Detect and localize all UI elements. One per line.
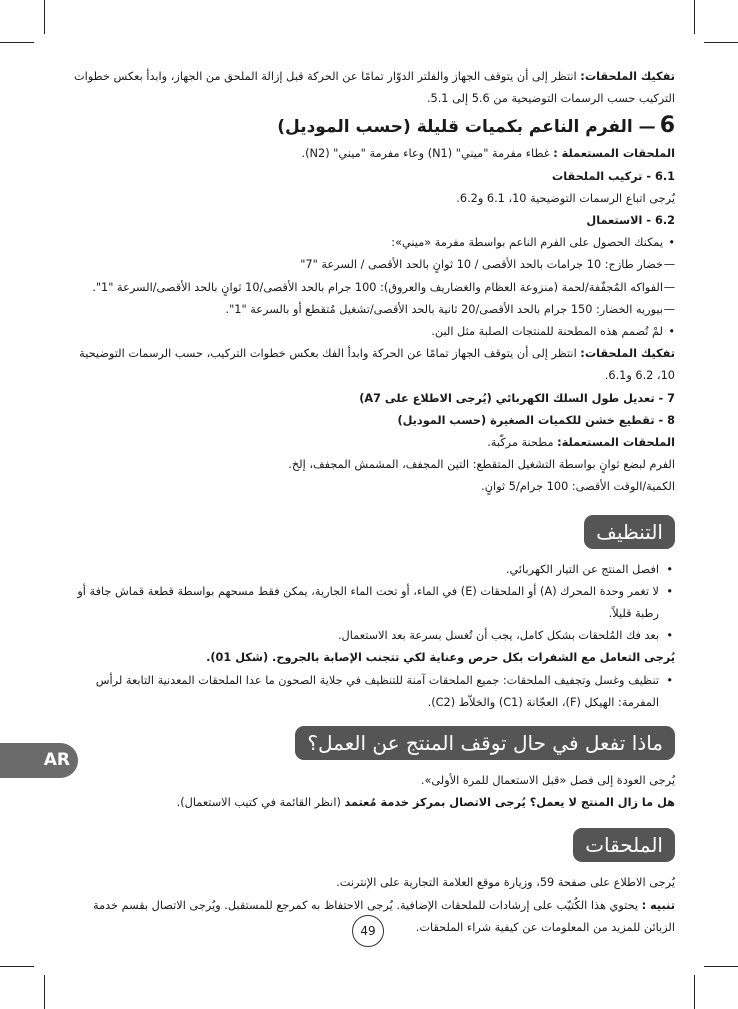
cleaning-list-2 [70,670,675,714]
section-6-bullet: • لمْ تُصمم هذه المطحنة للمنتجات الصلبة مثل البن. [70,321,675,343]
accessories-note: تنبيه : يحتوي هذا الكُتيّب على إرشادات للملحقات الإضافية. يُرجى الاحتفاظ به كمرجع للمستقبل. ويُرجى الاتصال بقسم خدمة الزبائن للمزيد من المعلومات عن كيفية شراء الملحقات. [93,898,675,934]
section-8-accessories: الملحقات المستعملة: مطحنة مركّبة. [487,436,675,450]
cleaning-warning: يُرجى التعامل مع الشفرات بكل حرص وعناية لكي تتجنب الإصابة بالجروح. (شكل 01). [206,651,675,665]
crop-mark [44,0,45,34]
list-item: • افصل المنتج عن التيار الكهربائي. [70,559,675,581]
accessories-banner-wrap [70,828,675,862]
section-6-bullet: • يمكنك الحصول على الفرم الناعم بواسطة مفرمة «ميني»: [70,232,675,254]
section-6-accessories: الملحقات المستعملة : غطاء مفرمة "ميني" (N1) وعاء مفرمة "ميني" (N2). [301,147,675,161]
section-6-disassembly-cont: 10، 6.2 و6.1. [604,369,675,383]
list-item: • بعد فك المُلحقات بشكل كامل، يجب أن تُغسل بسرعة بعد الاستعمال. [70,625,675,647]
crop-mark [44,975,45,1009]
list-item: • لا تغمر وحدة المحرك (A) أو الملحقات (E) في الماء، أو تحت الماء الجارية، يمكن فقط مسحهم بواسطة قطعة قماش جافة أو رطبة قليلاً. [70,581,675,625]
section-6-title: 6— الفرم الناعم بكميات قليلة (حسب الموديل) [277,113,675,139]
section-6-1-title: 6.1 - تركيب الملحقات [551,169,675,183]
accessories-line: يُرجى الاطلاع على صفحة 59، وزيارة موقع العلامة التجارية على الإنترنت. [336,876,675,890]
troubleshoot-line: هل ما زال المنتج لا يعمل؟ يُرجى الاتصال بمركز خدمة مُعتمد (انظر القائمة في كتيب الاستعمال). [176,796,675,810]
section-6-dash-item: — خضار طازج: 10 جرامات بالحد الأقصى / 10 ثوانٍ بالحد الأقصى / السرعة "7" [70,254,675,276]
section-6-1-text: يُرجى اتباع الرسمات التوضيحية 10، 6.1 و6.2. [456,191,675,205]
section-6-disassembly: تفكيك الملحقات: انتظر إلى أن يتوقف الجهاز تمامًا عن الحركة وابدأ الفك بعكس خطوات التركيب، حسب الرسمات التوضيحية [79,347,675,361]
crop-mark [694,975,695,1009]
section-8-line: الكمية/الوقت الأقصى: 100 جرام/5 ثوانٍ. [481,480,675,494]
page-number: 49 [352,915,384,947]
section-8-title: 8 - تقطيع خشن للكميات الصغيرة (حسب الموديل) [397,413,675,427]
section-6-2-title: 6.2 - الاستعمال [586,214,675,228]
troubleshoot-banner-wrap [70,726,675,760]
section-6-dash-item: — بيوريه الخضار: 150 جرام بالحد الأقصى/20 ثانية بالحد الأقصى/تشغيل مُتقطع أو بالسرعة "1". [70,299,675,321]
cleaning-banner-wrap [70,515,675,549]
accessories-heading: الملحقات [573,828,675,862]
page-content [70,66,675,939]
troubleshoot-heading: ماذا تفعل في حال توقف المنتج عن العمل؟ [295,726,675,760]
section-6-dash-item: — الفواكه المُجفّفة/لحمة (منزوعة العظام والغضاريف والعروق): 100 جرام بالحد الأقصى/10 ثوانٍ بالحد الأقصى/السرعة "1". [70,277,675,299]
section-7-title: 7 - تعديل طول السلك الكهربائي (يُرجى الاطلاع على A7) [359,391,675,405]
troubleshoot-line: يُرجى العودة إلى فصل «قبل الاستعمال للمرة الأولى». [420,774,675,788]
cleaning-list [70,559,675,648]
crop-mark [694,0,695,34]
section-8-line: الفرم لبضع ثوانٍ بواسطة التشغيل المتقطع: التين المجفف، المشمش المجفف، إلخ. [288,458,675,472]
language-tab: AR [0,743,78,778]
intro-paragraph: تفكيك الملحقات: انتظر إلى أن يتوقف الجهاز والفلتر الدوّار تمامًا عن الحركة قبل إزالة الملحق من الجهاز، وابدأ بعكس خطوات [74,70,675,83]
intro-paragraph-cont: التركيب حسب الرسمات التوضيحية من 5.6 إلى 5.1. [426,92,675,106]
crop-mark [0,42,34,43]
crop-mark [704,42,738,43]
list-item: • تنظيف وغسل وتجفيف الملحقات: جميع الملحقات آمنة للتنظيف في جلاية الصحون ما عدا الملحقات المعدنية التابعة لرأس المفرمة: الهيكل (F)، العجّانة (C1) والخلاّط (C2). [70,670,675,714]
cleaning-heading: التنظيف [584,515,675,549]
crop-mark [704,966,738,967]
crop-mark [0,966,34,967]
